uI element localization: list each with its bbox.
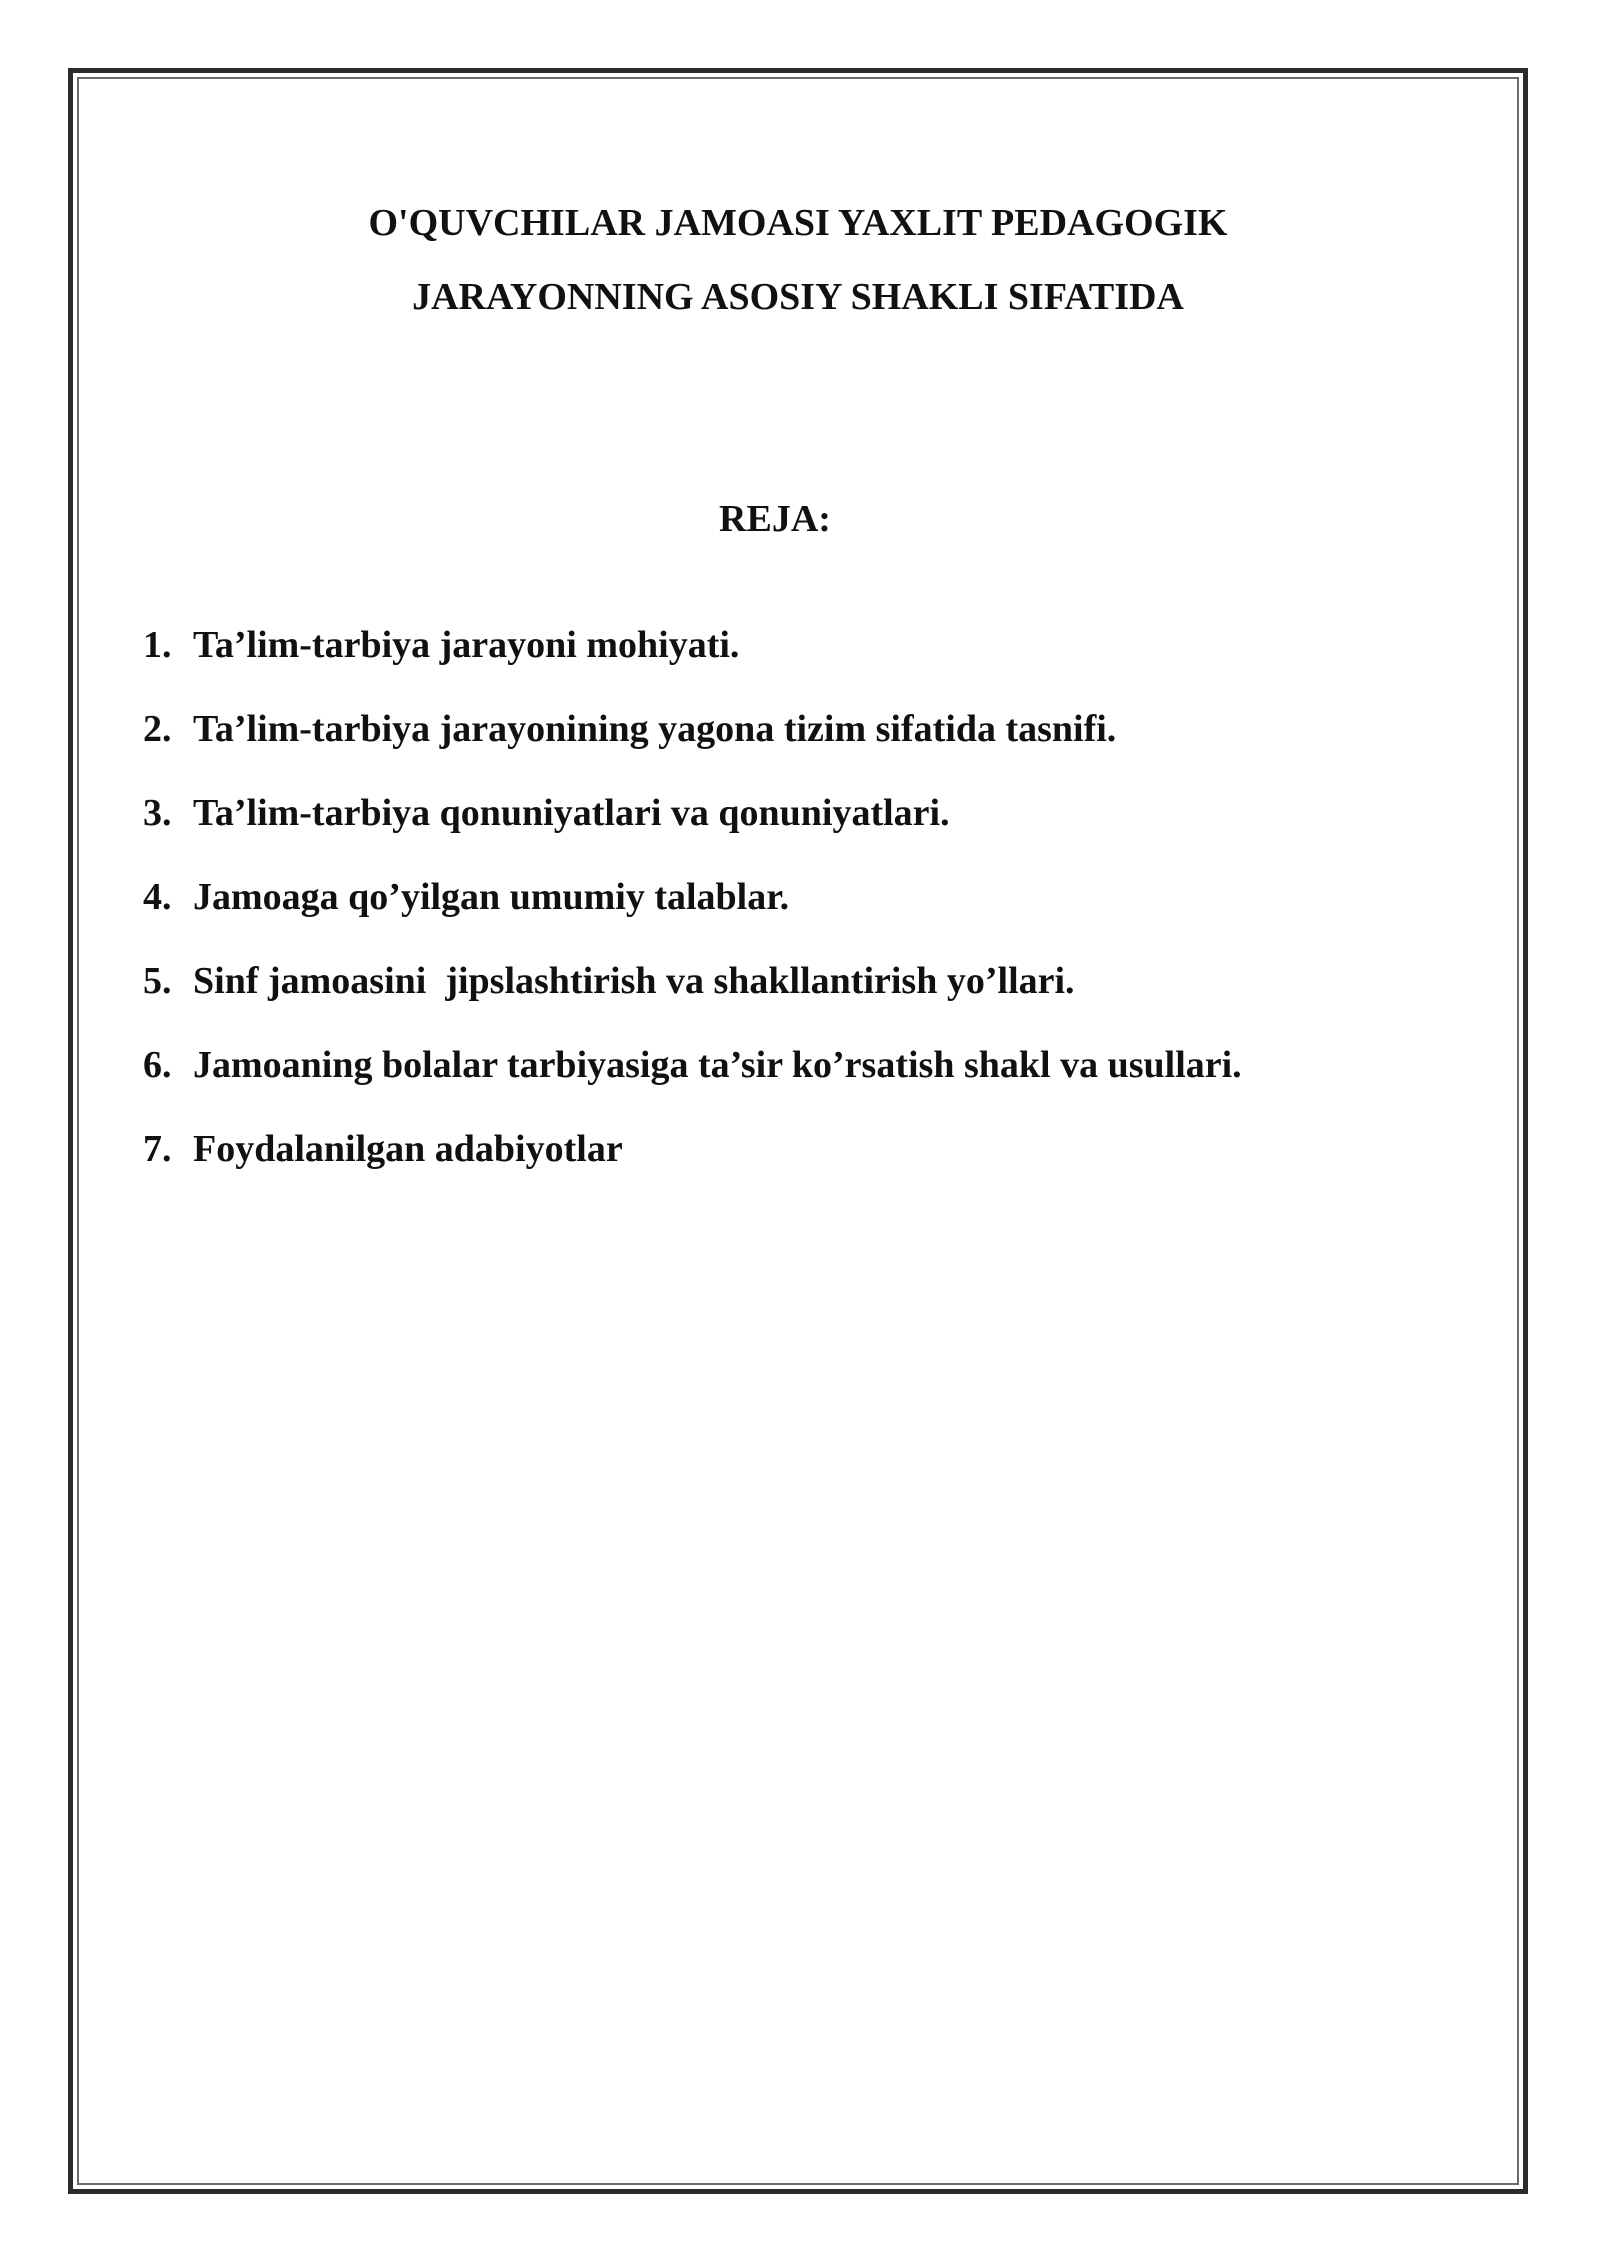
plan-item-text: Ta’lim-tarbiya jarayonining yagona tizim sifatida tasnifi. [193,708,1117,750]
plan-item-number: 4. [143,876,172,918]
plan-item-number: 2. [143,708,172,750]
plan-item-6 [143,1045,1242,1129]
plan-item-number: 6. [143,1044,172,1086]
plan-item-4 [143,877,1242,961]
plan-item-text: Ta’lim-tarbiya qonuniyatlari va qonuniyatlari. [193,792,950,834]
plan-item-3 [143,793,1242,877]
plan-item-text: Jamoaning bolalar tarbiyasiga ta’sir ko’rsatish shakl va usullari. [193,1044,1242,1086]
plan-item-7 [143,1129,1242,1213]
plan-item-1 [143,625,1242,709]
plan-item-number: 1. [143,624,172,666]
plan-item-2 [143,709,1242,793]
document-title-line-1: O'QUVCHILAR JAMOASI YAXLIT PEDAGOGIK [368,202,1228,244]
plan-item-number: 7. [143,1128,172,1170]
plan-item-text: Jamoaga qo’yilgan umumiy talablar. [193,876,790,918]
plan-item-text: Foydalanilgan adabiyotlar [193,1128,623,1170]
plan-item-text: Sinf jamoasini jipslashtirish va shakllantirish yo’llari. [193,960,1075,1002]
plan-item-5 [143,961,1242,1045]
plan-item-number: 3. [143,792,172,834]
document-title-line-2: JARAYONNING ASOSIY SHAKLI SIFATIDA [412,276,1184,318]
plan-heading: REJA: [719,498,831,540]
plan-item-number: 5. [143,960,172,1002]
plan-item-text: Ta’lim-tarbiya jarayoni mohiyati. [193,624,740,666]
plan-list [143,625,1242,1213]
